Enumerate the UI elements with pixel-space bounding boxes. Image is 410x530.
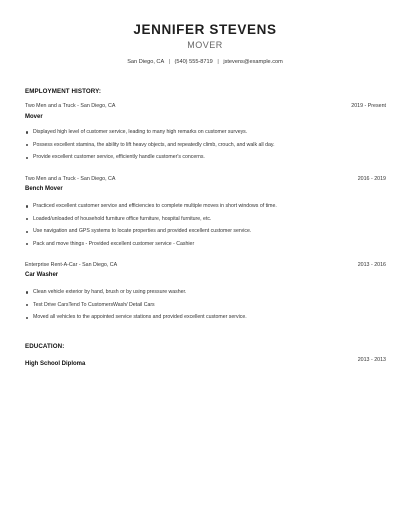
- candidate-title: MOVER: [187, 40, 223, 50]
- job-meta: [25, 262, 386, 268]
- bullet-icon: [26, 291, 28, 293]
- job-dates: 2019 - Present: [351, 103, 386, 109]
- job-title: Bench Mover: [25, 186, 63, 192]
- bullet-icon: [26, 144, 28, 146]
- job-dates: 2013 - 2016: [357, 262, 386, 268]
- bullet-icon: [26, 131, 28, 133]
- job-meta: [25, 103, 386, 109]
- job-bullets: [25, 203, 386, 253]
- bullet-icon: [26, 218, 28, 220]
- contact-line: [0, 59, 410, 65]
- resume-header: [0, 22, 410, 65]
- list-item: Pack and move things - Provided excellent customer service - Cashier: [25, 241, 386, 254]
- job-dates: 2016 - 2019: [357, 176, 386, 182]
- list-item: Loaded/unloaded of household furniture office furniture, hospital furniture, etc.: [25, 216, 386, 229]
- job-company: Two Men and a Truck - San Diego, CA: [25, 103, 116, 109]
- bullet-icon: [26, 243, 28, 245]
- list-item: Practiced excellent customer service and efficiencies to complete multiple moves in short windows of time.: [25, 203, 386, 216]
- contact-phone: (540) 555-8719: [174, 59, 213, 65]
- bullet-icon: [26, 317, 28, 319]
- bullet-icon: [26, 231, 28, 233]
- list-item: Provide excellent customer service, efficiently handle customer's concerns.: [25, 154, 386, 167]
- education-heading: EDUCATION:: [25, 343, 65, 350]
- job-company: Two Men and a Truck - San Diego, CA: [25, 176, 116, 182]
- bullet-icon: [26, 304, 28, 306]
- contact-location: San Diego, CA: [127, 59, 164, 65]
- job-company: Enterprise Rent-A-Car - San Diego, CA: [25, 262, 118, 268]
- list-item: Use navigation and GPS systems to locate properties and provided excellent customer service.: [25, 228, 386, 241]
- list-item: Possess excellent stamina, the ability to lift heavy objects, and repeatedly climb, crouch, and walk all day.: [25, 142, 386, 155]
- list-item: Test Drive CarsTend To CustomersWash/ Detail Cars: [25, 302, 386, 315]
- education-degree: High School Diploma: [25, 361, 86, 367]
- job-bullets: [25, 129, 386, 167]
- bullet-icon: [26, 205, 28, 207]
- job-bullets: [25, 289, 386, 327]
- list-item: Moved all vehicles to the appointed service stations and provided excellent customer service.: [25, 314, 386, 327]
- job-title: Mover: [25, 114, 43, 120]
- education-dates: 2013 - 2013: [357, 357, 386, 363]
- list-item: Clean vehicle exterior by hand, brush or by using pressure washer.: [25, 289, 386, 302]
- contact-separator: |: [168, 59, 170, 65]
- bullet-icon: [26, 157, 28, 159]
- contact-email[interactable]: jstevens@example.com: [223, 59, 283, 65]
- candidate-name: JENNIFER STEVENS: [133, 22, 277, 37]
- list-item: Displayed high level of customer service, leading to many high remarks on customer surveys.: [25, 129, 386, 142]
- job-title: Car Washer: [25, 272, 59, 278]
- contact-separator: |: [217, 59, 219, 65]
- employment-heading: EMPLOYMENT HISTORY:: [25, 88, 102, 95]
- job-meta: [25, 176, 386, 182]
